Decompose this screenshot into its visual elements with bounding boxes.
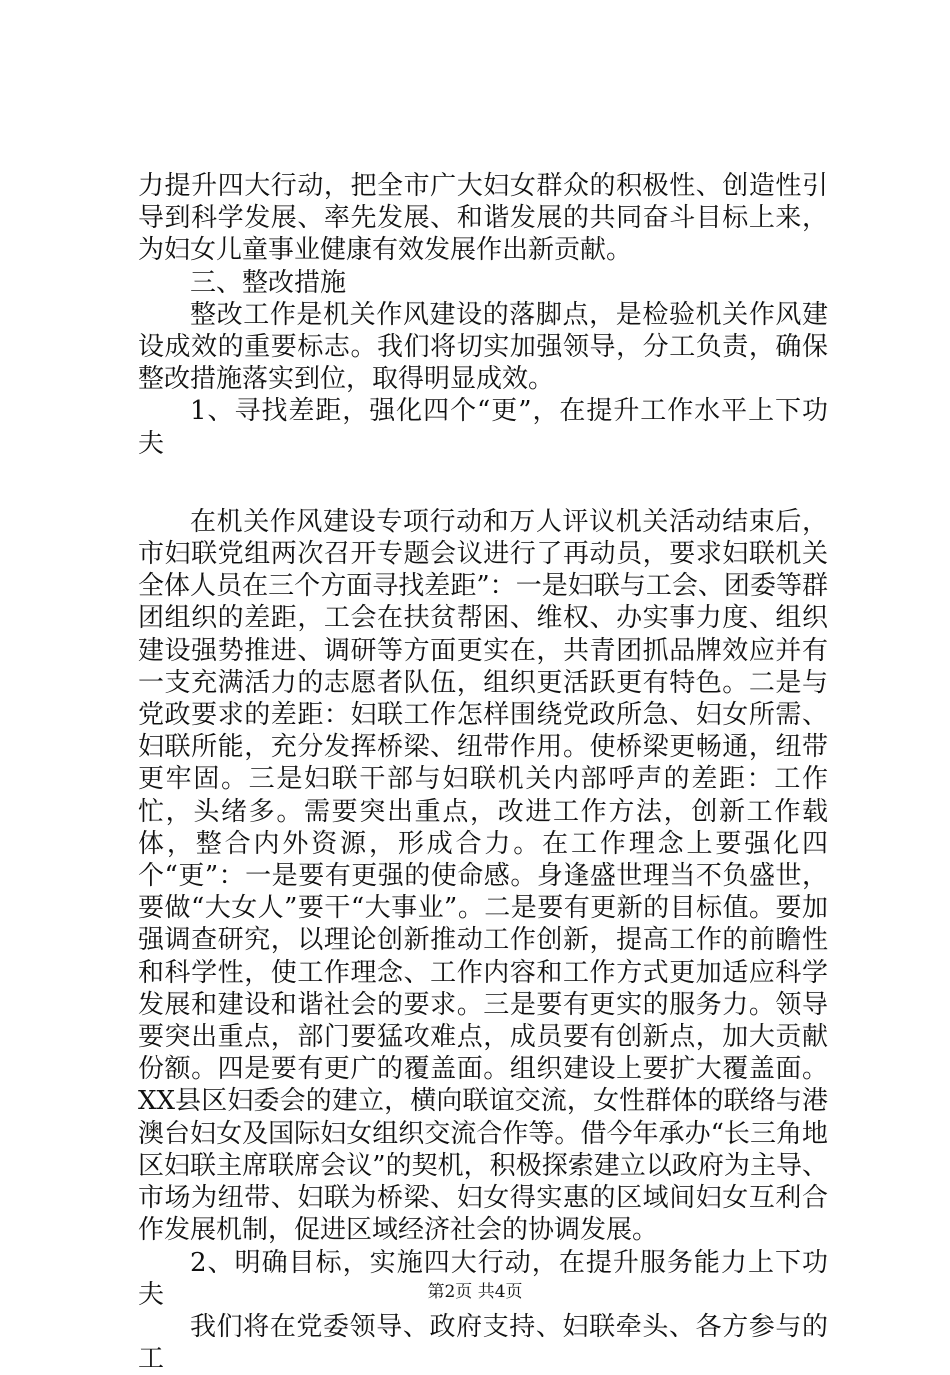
page-number-footer: 第2页 共4页 <box>427 1282 523 1302</box>
subheading-find-gaps: 1、寻找差距，强化四个“更”，在提升工作水平上下功夫 <box>138 396 828 459</box>
paragraph-find-gaps-body: 在机关作风建设专项行动和万人评议机关活动结束后，市妇联党组两次召开专题会议进行了再动员，要求妇联机关全体人员在三个方面寻找差距”：一是妇联与工会、团委等群团组织的差距，工会在扶贫帮困、维权、办实事力度、组织建设强势推进、调研等方面更实在，共青团抓品牌效应并有一支充满活力的志愿者队伍，组织更活跃更有特色。二是与党政要求的差距：妇联工作怎样围绕党政所急、妇女所需、妇联所能，充分发挥桥梁、纽带作用。使桥梁更畅通，纽带更牢固。三是妇联干部与妇联机关内部呼声的差距：工作忙，头绪多。需要突出重点，改进工作方法，创新工作载体，整合内外资源，形成合力。在工作理念上要强化四个“更”：一是要有更强的使命感。身逢盛世理当不负盛世，要做“大女人”要干“大事业”。二是要有更新的目标值。要加强调查研究，以理论创新推动工作创新，提高工作的前瞻性和科学性，使工作理念、工作内容和工作方式更加适应科学发展和建设和谐社会的要求。三是要有更实的服务力。领导要突出重点，部门要猛攻难点，成员要有创新点，加大贡献份额。四是要有更广的覆盖面。组织建设上要扩大覆盖面。XX县区妇委会的建立，横向联谊交流，女性群体的联络与港澳台妇女及国际妇女组织交流合作等。借今年承办“长三角地区妇联主席联席会议”的契机，积极探索建立以政府为主导、市场为纽带、妇联为桥梁、妇女得实惠的区域间妇女互利合作发展机制，促进区域经济社会的协调发展。 <box>138 506 828 1246</box>
paragraph-clear-goals-start: 我们将在党委领导、政府支持、妇联牵头、各方参与的工 <box>138 1311 828 1375</box>
subheading-clear-goals: 2、明确目标，实施四大行动，在提升服务能力上下功夫 <box>138 1247 828 1310</box>
section-heading-rectification: 三、整改措施 <box>190 267 347 298</box>
paragraph-continuation: 力提升四大行动，把全市广大妇女群众的积极性、创造性引导到科学发展、率先发展、和谐发展的共同奋斗目标上来，为妇女儿童事业健康有效发展作出新贡献。 <box>138 171 828 266</box>
document-body <box>138 170 828 1375</box>
paragraph-rectification-intro: 整改工作是机关作风建设的落脚点，是检验机关作风建设成效的重要标志。我们将切实加强领导，分工负责，确保整改措施落实到位，取得明显成效。 <box>138 299 828 395</box>
paragraph-spacer <box>138 460 828 506</box>
